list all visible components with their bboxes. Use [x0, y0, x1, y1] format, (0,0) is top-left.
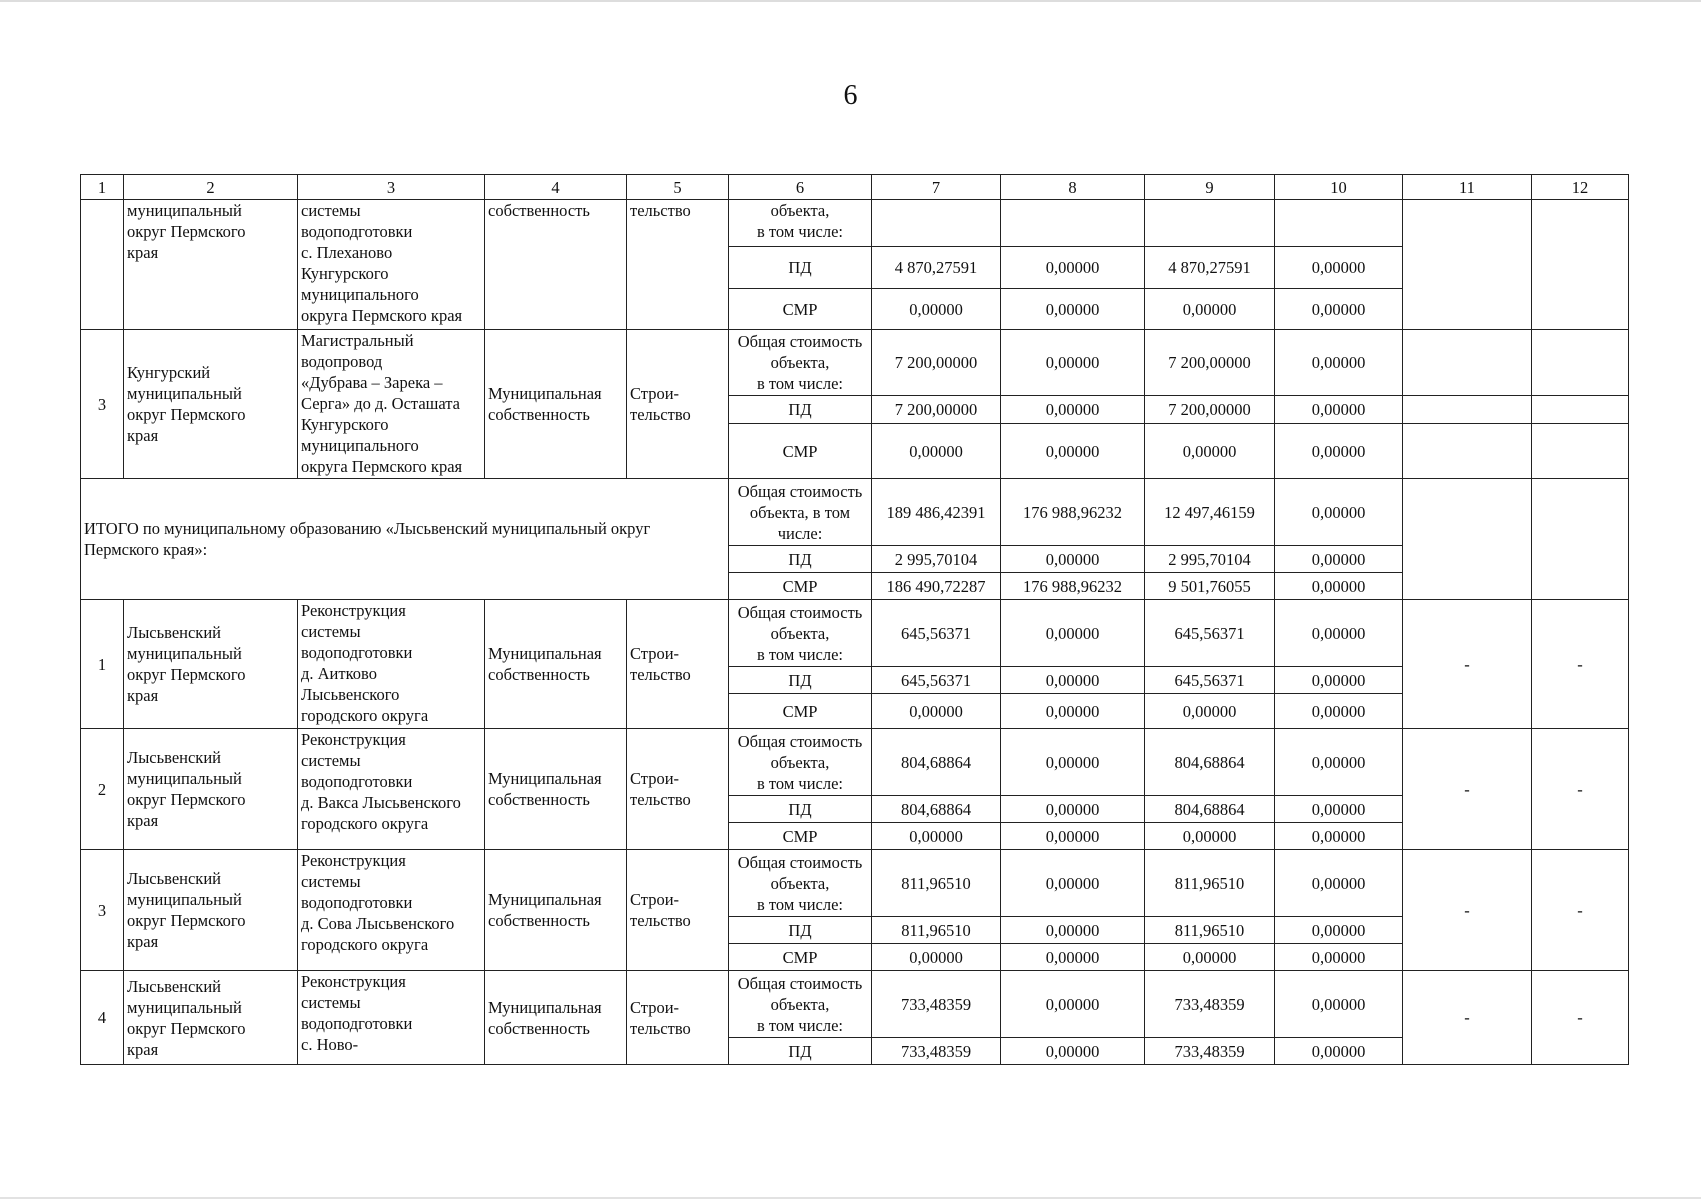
cost-type-label: ПД: [729, 247, 872, 289]
value-cell: 176 988,96232: [1001, 573, 1145, 600]
col11-cell: -: [1403, 850, 1532, 971]
cost-type-label: ПД: [729, 667, 872, 694]
value-cell: 0,00000: [1275, 573, 1403, 600]
col11-cell: [1403, 396, 1532, 424]
column-number: 10: [1275, 175, 1403, 200]
column-number: 2: [124, 175, 298, 200]
value-cell: 645,56371: [872, 667, 1001, 694]
value-cell: 7 200,00000: [872, 330, 1001, 396]
value-cell: 0,00000: [1275, 917, 1403, 944]
ownership-cell: Муниципальная собственность: [485, 600, 627, 729]
row-number-cell: 2: [81, 729, 124, 850]
value-cell: 811,96510: [1145, 850, 1275, 917]
value-cell: 645,56371: [1145, 600, 1275, 667]
value-cell: 811,96510: [872, 917, 1001, 944]
cost-type-label: Общая стоимость объекта, в том числе:: [729, 600, 872, 667]
col12-cell: [1532, 479, 1629, 600]
value-cell: 0,00000: [1001, 796, 1145, 823]
row-number-cell: 3: [81, 330, 124, 479]
column-number: 11: [1403, 175, 1532, 200]
total-row: [81, 479, 1629, 546]
value-cell: 7 200,00000: [1145, 396, 1275, 424]
value-cell: 12 497,46159: [1145, 479, 1275, 546]
work-type-cell: Строи- тельство: [627, 850, 729, 971]
value-cell: 733,48359: [1145, 971, 1275, 1038]
table-row: [81, 971, 1629, 1038]
value-cell: 804,68864: [872, 729, 1001, 796]
value-cell: 0,00000: [1001, 546, 1145, 573]
value-cell: 645,56371: [1145, 667, 1275, 694]
work-type-cell: Строи- тельство: [627, 330, 729, 479]
row-number-cell: 3: [81, 850, 124, 971]
column-number: 9: [1145, 175, 1275, 200]
value-cell: 0,00000: [1275, 479, 1403, 546]
value-cell: 0,00000: [1001, 694, 1145, 729]
value-cell: 0,00000: [1145, 424, 1275, 479]
municipality-cell: Лысьвенский муниципальный округ Пермского края: [124, 729, 298, 850]
value-cell: 0,00000: [1275, 694, 1403, 729]
municipality-cell: Лысьвенский муниципальный округ Пермского края: [124, 850, 298, 971]
col12-cell: [1532, 424, 1629, 479]
cost-type-label: Общая стоимость объекта, в том числе:: [729, 971, 872, 1038]
cost-type-label: ПД: [729, 396, 872, 424]
value-cell: 0,00000: [1275, 600, 1403, 667]
value-cell: 0,00000: [1275, 944, 1403, 971]
value-cell: 0,00000: [872, 289, 1001, 330]
col11-cell: -: [1403, 600, 1532, 729]
column-number: 7: [872, 175, 1001, 200]
value-cell: [872, 200, 1001, 247]
cost-type-label: СМР: [729, 573, 872, 600]
object-name-cell: Реконструкция системы водоподготовки с. Ново-: [298, 971, 485, 1065]
col12-cell: -: [1532, 600, 1629, 729]
municipality-cell: Кунгурский муниципальный округ Пермского края: [124, 330, 298, 479]
work-type-cell: Строи- тельство: [627, 971, 729, 1065]
value-cell: 0,00000: [1145, 944, 1275, 971]
work-type-cell: Строи- тельство: [627, 600, 729, 729]
value-cell: 2 995,70104: [872, 546, 1001, 573]
col11-cell: -: [1403, 729, 1532, 850]
value-cell: 811,96510: [1145, 917, 1275, 944]
value-cell: 0,00000: [1275, 396, 1403, 424]
ownership-cell: Муниципальная собственность: [485, 729, 627, 850]
ownership-cell: Муниципальная собственность: [485, 330, 627, 479]
cost-type-label: СМР: [729, 289, 872, 330]
col12-cell: -: [1532, 729, 1629, 850]
value-cell: 0,00000: [1001, 971, 1145, 1038]
value-cell: 0,00000: [1001, 944, 1145, 971]
value-cell: 0,00000: [1001, 396, 1145, 424]
value-cell: 645,56371: [872, 600, 1001, 667]
cost-type-label: СМР: [729, 823, 872, 850]
value-cell: 7 200,00000: [1145, 330, 1275, 396]
value-cell: 0,00000: [1001, 667, 1145, 694]
column-number: 12: [1532, 175, 1629, 200]
value-cell: 0,00000: [1001, 823, 1145, 850]
value-cell: 189 486,42391: [872, 479, 1001, 546]
ownership-cell: Муниципальная собственность: [485, 850, 627, 971]
value-cell: 0,00000: [1001, 424, 1145, 479]
value-cell: 0,00000: [1001, 917, 1145, 944]
cost-type-label: ПД: [729, 546, 872, 573]
row-number-cell: 4: [81, 971, 124, 1065]
ownership-cell: Муниципальная собственность: [485, 971, 627, 1065]
municipality-cell: Лысьвенский муниципальный округ Пермского края: [124, 600, 298, 729]
value-cell: 0,00000: [1145, 823, 1275, 850]
value-cell: 0,00000: [1275, 546, 1403, 573]
row-number-cell: 1: [81, 600, 124, 729]
value-cell: 0,00000: [1275, 247, 1403, 289]
cost-type-label: Общая стоимость объекта, в том числе:: [729, 330, 872, 396]
column-number-row: [81, 175, 1629, 200]
value-cell: 0,00000: [1275, 424, 1403, 479]
work-type-cell: Строи- тельство: [627, 729, 729, 850]
value-cell: 0,00000: [1001, 729, 1145, 796]
municipality-cell: муниципальный округ Пермского края: [124, 200, 298, 330]
cost-type-label: СМР: [729, 424, 872, 479]
value-cell: 0,00000: [1275, 1038, 1403, 1065]
value-cell: 0,00000: [1275, 850, 1403, 917]
column-number: 8: [1001, 175, 1145, 200]
value-cell: 4 870,27591: [1145, 247, 1275, 289]
value-cell: [1145, 200, 1275, 247]
col11-cell: [1403, 330, 1532, 396]
col12-cell: -: [1532, 850, 1629, 971]
col11-cell: -: [1403, 971, 1532, 1065]
value-cell: [1275, 200, 1403, 247]
value-cell: 804,68864: [1145, 796, 1275, 823]
municipality-cell: Лысьвенский муниципальный округ Пермского края: [124, 971, 298, 1065]
page-number: 6: [843, 80, 858, 111]
col12-cell: [1532, 396, 1629, 424]
col12-cell: [1532, 330, 1629, 396]
value-cell: 804,68864: [872, 796, 1001, 823]
col11-cell: [1403, 200, 1532, 330]
value-cell: 811,96510: [872, 850, 1001, 917]
value-cell: 0,00000: [1275, 289, 1403, 330]
value-cell: 0,00000: [1275, 330, 1403, 396]
value-cell: 0,00000: [1145, 289, 1275, 330]
value-cell: 0,00000: [1275, 823, 1403, 850]
value-cell: 0,00000: [872, 823, 1001, 850]
object-name-cell: Реконструкция системы водоподготовки д. Вакса Лысьвенского городского округа: [298, 729, 485, 850]
value-cell: 0,00000: [1001, 289, 1145, 330]
value-cell: 0,00000: [1275, 796, 1403, 823]
value-cell: 0,00000: [872, 424, 1001, 479]
cost-type-label: ПД: [729, 796, 872, 823]
table-row: [81, 330, 1629, 396]
value-cell: 0,00000: [1001, 330, 1145, 396]
cost-type-label: Общая стоимость объекта, в том числе:: [729, 479, 872, 546]
value-cell: 733,48359: [1145, 1038, 1275, 1065]
col11-cell: [1403, 479, 1532, 600]
investment-table: [80, 174, 1629, 1065]
cost-type-label: Общая стоимость объекта, в том числе:: [729, 729, 872, 796]
object-name-cell: системы водоподготовки с. Плеханово Кунгурского муниципального округа Пермского края: [298, 200, 485, 330]
object-name-cell: Реконструкция системы водоподготовки д. Сова Лысьвенского городского округа: [298, 850, 485, 971]
value-cell: 0,00000: [1001, 247, 1145, 289]
column-number: 4: [485, 175, 627, 200]
table-row: [81, 850, 1629, 917]
value-cell: 9 501,76055: [1145, 573, 1275, 600]
row-number-cell: [81, 200, 124, 330]
value-cell: 0,00000: [1001, 600, 1145, 667]
col11-cell: [1403, 424, 1532, 479]
value-cell: 7 200,00000: [872, 396, 1001, 424]
value-cell: 804,68864: [1145, 729, 1275, 796]
col12-cell: [1532, 200, 1629, 330]
scan-edge-top: [0, 0, 1701, 2]
object-name-cell: Магистральный водопровод «Дубрава – Зарека – Серга» до д. Осташата Кунгурского муниципального округа Пермского края: [298, 330, 485, 479]
table-row: [81, 600, 1629, 667]
cost-type-label: СМР: [729, 694, 872, 729]
scan-edge-bottom: [0, 1197, 1701, 1199]
value-cell: [1001, 200, 1145, 247]
col12-cell: -: [1532, 971, 1629, 1065]
cost-type-label: ПД: [729, 1038, 872, 1065]
value-cell: 0,00000: [872, 694, 1001, 729]
work-type-cell: тельство: [627, 200, 729, 330]
value-cell: 0,00000: [1145, 694, 1275, 729]
column-number: 1: [81, 175, 124, 200]
table-row: [81, 729, 1629, 796]
column-number: 6: [729, 175, 872, 200]
value-cell: 176 988,96232: [1001, 479, 1145, 546]
value-cell: 0,00000: [1275, 667, 1403, 694]
cost-type-label: объекта, в том числе:: [729, 200, 872, 247]
value-cell: 4 870,27591: [872, 247, 1001, 289]
object-name-cell: Реконструкция системы водоподготовки д. Аитково Лысьвенского городского округа: [298, 600, 485, 729]
total-label: ИТОГО по муниципальному образованию «Лысьвенский муниципальный округ Пермского края»:: [81, 479, 729, 600]
ownership-cell: собственность: [485, 200, 627, 330]
table-row: [81, 200, 1629, 247]
value-cell: 0,00000: [1275, 729, 1403, 796]
column-number: 5: [627, 175, 729, 200]
value-cell: 0,00000: [872, 944, 1001, 971]
cost-type-label: СМР: [729, 944, 872, 971]
value-cell: 0,00000: [1001, 850, 1145, 917]
column-number: 3: [298, 175, 485, 200]
value-cell: 733,48359: [872, 971, 1001, 1038]
value-cell: 0,00000: [1275, 971, 1403, 1038]
value-cell: 0,00000: [1001, 1038, 1145, 1065]
cost-type-label: Общая стоимость объекта, в том числе:: [729, 850, 872, 917]
value-cell: 2 995,70104: [1145, 546, 1275, 573]
value-cell: 733,48359: [872, 1038, 1001, 1065]
value-cell: 186 490,72287: [872, 573, 1001, 600]
cost-type-label: ПД: [729, 917, 872, 944]
